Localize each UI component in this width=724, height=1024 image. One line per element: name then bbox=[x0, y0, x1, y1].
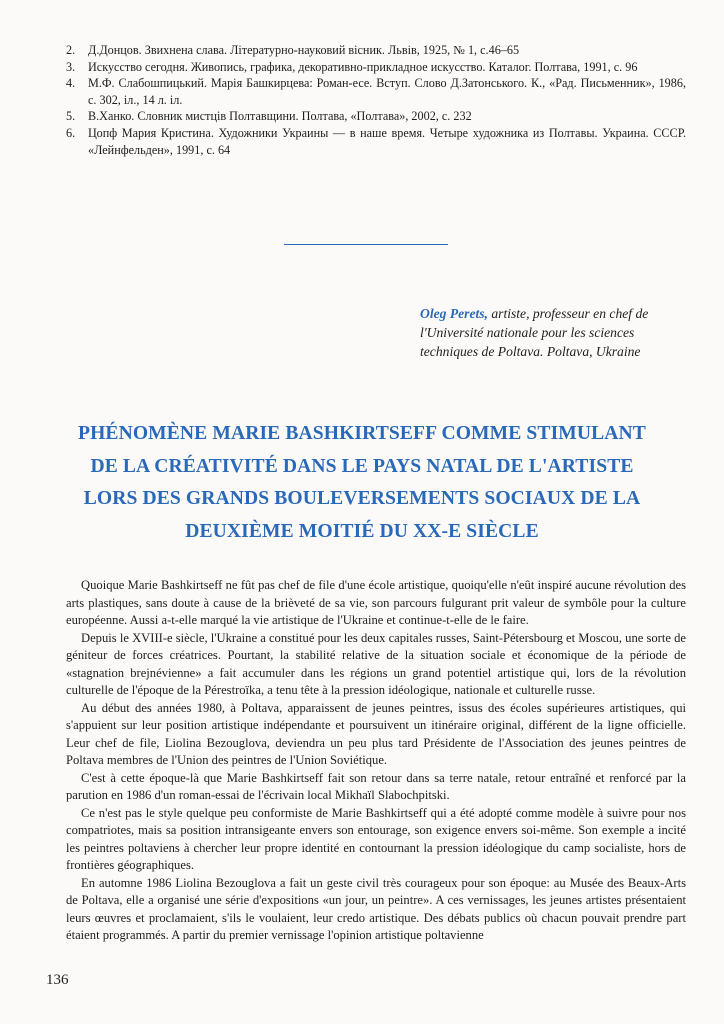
author-name: Oleg Perets, bbox=[420, 306, 488, 321]
reference-list bbox=[66, 42, 686, 158]
body-paragraph: C'est à cette époque-là que Marie Bashkirtseff fait son retour dans sa terre natale, retour entraîné et renforcé par la parution en 1986 d'un roman-essai de l'écrivain local Mikhaïl Slabochpitski. bbox=[66, 770, 686, 802]
reference-text: Д.Донцов. Звихнена слава. Літературно-науковий вісник. Львів, 1925, № 1, с.46–65 bbox=[88, 43, 520, 57]
reference-number: 2. bbox=[66, 43, 76, 57]
reference-text: М.Ф. Слабошпицький. Марія Башкирцева: Роман-есе. Вступ. Слово Д.Затонського. К., «Рад. Письменник», 1986, с. 302, іл., 14 л. іл. bbox=[88, 76, 686, 107]
page-number: 136 bbox=[46, 972, 69, 988]
body-paragraph: Ce n'est pas le style quelque peu conformiste de Marie Bashkirtseff qui a été adopté comme modèle à suivre pour nos compatriotes, mais sa position intransigeante envers son entourage, son exigence envers soi-même. Son exemple a incité les peintres poltaviens à chercher leur propre identité en contournant la pression idéologique du camp socialiste, hors de frontières géographiques. bbox=[66, 805, 686, 872]
reference-number: 5. bbox=[66, 109, 76, 124]
title-line: DE LA CRÉATIVITÉ DANS LE PAYS NATAL DE L'ARTISTE bbox=[90, 455, 634, 477]
title-line: LORS DES GRANDS BOULEVERSEMENTS SOCIAUX DE LA bbox=[83, 488, 641, 509]
author-block bbox=[420, 304, 682, 361]
title-line: PHÉNOMÈNE MARIE BASHKIRTSEFF COMME STIMULANT bbox=[78, 423, 646, 444]
reference-item bbox=[66, 59, 686, 76]
reference-item bbox=[66, 125, 686, 158]
article-body bbox=[66, 577, 686, 945]
article-title bbox=[30, 418, 694, 548]
reference-item bbox=[66, 42, 686, 59]
reference-number: 3. bbox=[66, 59, 76, 74]
body-paragraph: Depuis le XVIII-e siècle, l'Ukraine a constitué pour les deux capitales russes, Saint-Pétersbourg et Moscou, une sorte de géniteur de forces créatrices. Pourtant, la stabilité relative de la situation sociale et économique de la période de «stagnation brejnévienne» a fait accumuler dans les régions un grand potentiel artistique qui, lors de la révolution culturelle de l'époque de la Pérestroïka, a tenu tête à la pression idéologique, nationale et culturelle russe. bbox=[66, 630, 686, 697]
reference-number: 6. bbox=[66, 125, 76, 140]
section-divider bbox=[284, 244, 448, 245]
reference-text: В.Ханко. Словник мистців Полтавщини. Полтава, «Полтава», 2002, с. 232 bbox=[88, 109, 472, 124]
body-paragraph: En automne 1986 Liolina Bezouglova a fait un geste civil très courageux pour son époque: au Musée des Beaux-Arts de Poltava, elle a organisé une série d'expositions «un jour, un peintre». A ces vernissages, les jeunes artistes présentaient leurs œuvres et proclamaient, s'ils le voulaient, leur credo artistique. Des débats publics où chacun pouvait prendre part étaient programmés. A partir du premier vernissage l'opinion artistique poltavienne bbox=[66, 875, 686, 942]
reference-text: Искусство сегодня. Живопись, графика, декоративно-прикладное искусство. Каталог. Полтава, 1991, с. 96 bbox=[88, 59, 638, 74]
reference-item bbox=[66, 108, 686, 125]
reference-item bbox=[66, 75, 686, 108]
body-paragraph: Au début des années 1980, à Poltava, apparaissent de jeunes peintres, issus des écoles supérieures artistiques, qui s'appuient sur leur position artistique indépendante et poursuivent un itinéraire original, différent de la ligne officielle. Leur chef de file, Liolina Bezouglova, deviendra un peu plus tard Présidente de l'Association des jeunes peintres de Poltava membres de l'Union des peintres de l'Union Soviétique. bbox=[66, 700, 686, 767]
body-paragraph: Quoique Marie Bashkirtseff ne fût pas chef de file d'une école artistique, quoiqu'elle n'eût inspiré aucune révolution des arts plastiques, sans doute à cause de la brièveté de sa vie, son parcours fulgurant prit valeur de symbôle pour la culture européenne. Aussi a-t-elle marqué la vie artistique de l'Ukraine et continue-t-elle de le faire. bbox=[66, 578, 686, 627]
author-affiliation: artiste, professeur en chef de l'Université nationale pour les sciences techniques de Poltava. Poltava, Ukraine bbox=[420, 306, 649, 359]
reference-text: Цопф Мария Кристина. Художники Украины — в наше время. Четыре художника из Полтавы. Украина. СССР. «Лейнфельден», 1991, с. 64 bbox=[88, 125, 686, 157]
title-line: DEUXIÈME MOITIÉ DU XX-E SIÈCLE bbox=[185, 520, 539, 542]
reference-number: 4. bbox=[66, 76, 76, 91]
